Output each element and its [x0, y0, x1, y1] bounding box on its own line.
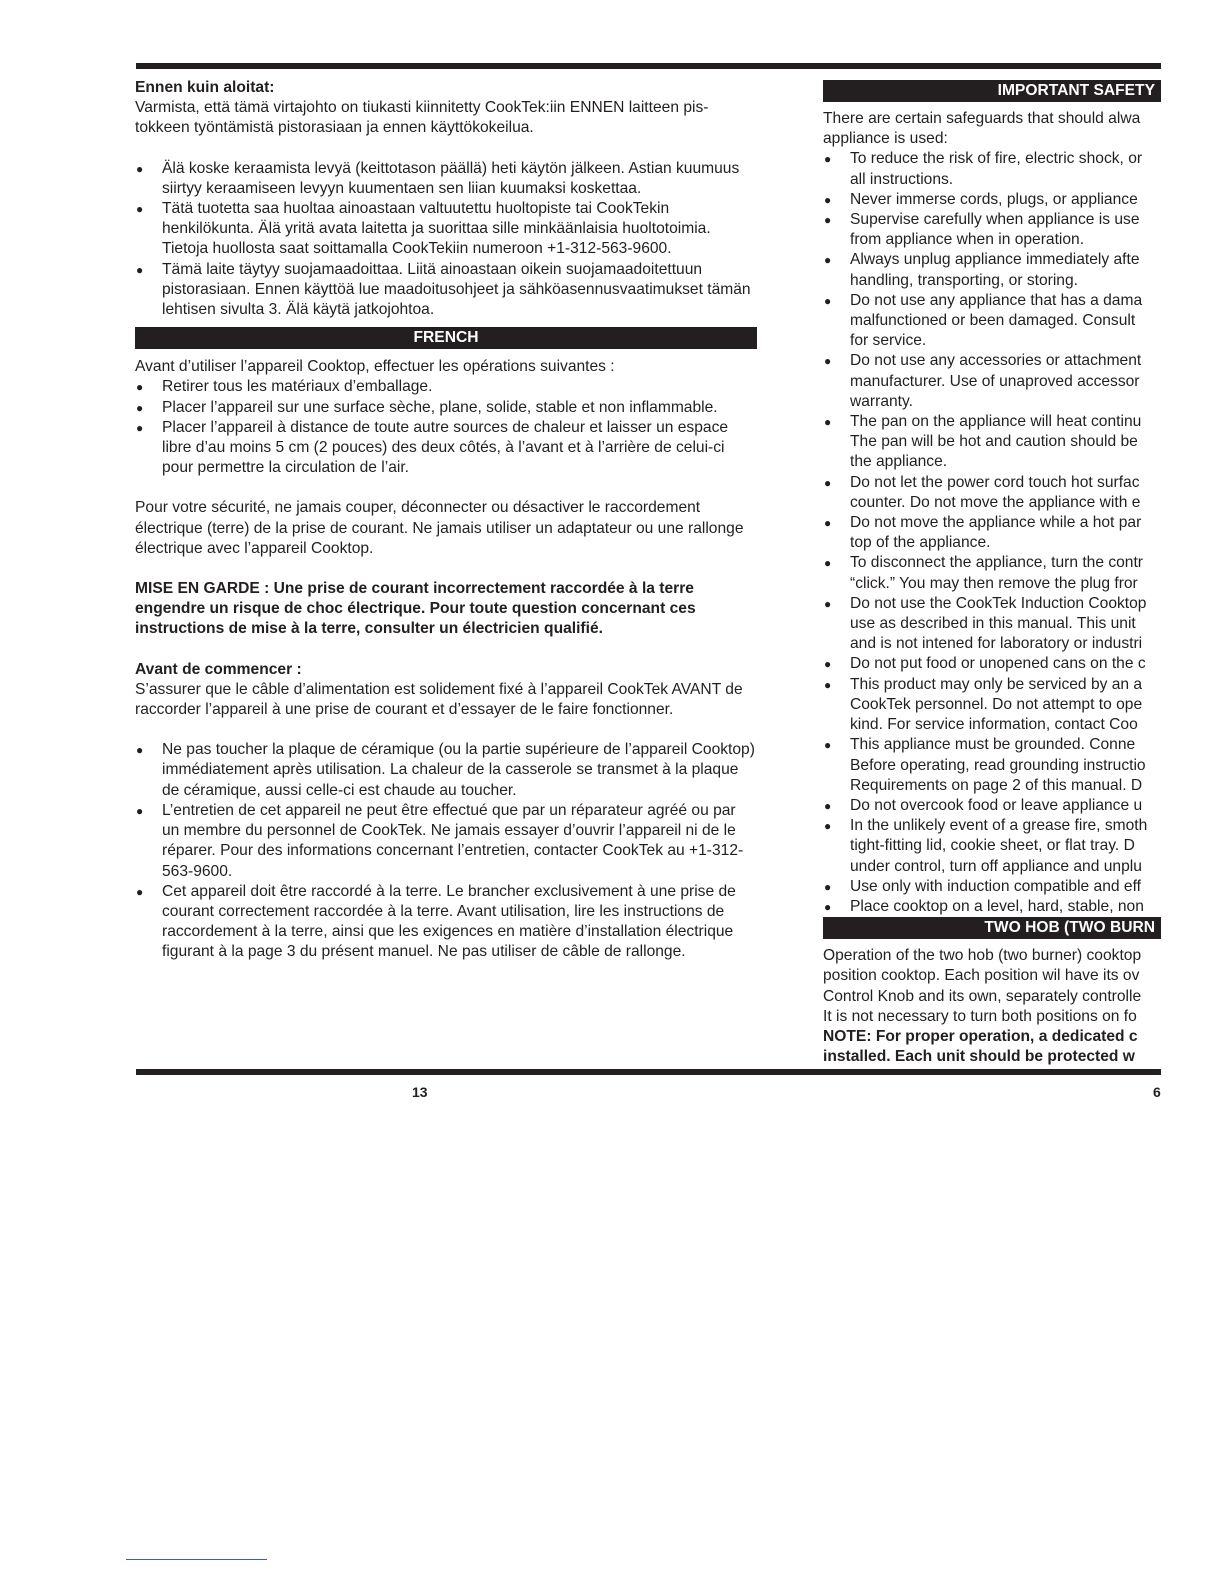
list-item: [823, 675, 1161, 736]
finnish-bullet-list: [135, 159, 757, 321]
french-section-bar: FRENCH: [135, 327, 757, 349]
list-item: ● Ne pas toucher la plaque de céramique (ou la partie supérieure de l’appareil Cooktop) immédiatement après utilisation. La chaleur de la casserole se transmet à la plaque de céramique, aussi celle-ci est chaude au toucher.: [135, 740, 757, 801]
list-item-line: ● In the unlikely event of a grease fire, smoth: [850, 817, 1148, 835]
bottom-rule: [136, 1069, 1161, 1075]
french-bullet-list-1: [135, 377, 757, 478]
list-item-line: ● Place cooktop on a level, hard, stable, non: [850, 897, 1144, 915]
list-item: ● L’entretien de cet appareil ne peut être effectué que par un réparateur agréé ou par un membre du personnel de CookTek. Ne jamais essayer d’ouvrir l’appareil ni de le réparer. Pour des informations concernant l’entretien, contacter CookTek au +1-312-563-9600.: [135, 801, 757, 882]
list-item-line: warranty.: [850, 392, 913, 410]
list-item-line: kind. For service information, contact Coo: [850, 716, 1138, 734]
two-hob-bar: TWO HOB (TWO BURN: [823, 917, 1161, 939]
list-item-line: ● Do not move the appliance while a hot par: [850, 514, 1142, 532]
list-item-line: ● Never immerse cords, plugs, or appliance: [850, 190, 1138, 208]
list-item-line: from appliance when in operation.: [850, 231, 1085, 249]
list-item-line: ● Do not use the CookTek Induction Cooktop: [850, 594, 1147, 612]
list-item-line: ● Do not use any appliance that has a dama: [850, 291, 1143, 309]
list-item: [823, 796, 1161, 816]
note-line: NOTE: For proper operation, a dedicated c: [823, 1027, 1138, 1045]
list-item: [823, 513, 1161, 553]
list-item-line: ● To reduce the risk of fire, electric shock, or: [850, 150, 1143, 168]
list-item: ● Placer l’appareil sur une surface sèche, plane, solide, stable et non inflammable.: [135, 398, 757, 418]
two-hob-line: Control Knob and its own, separately controlle: [823, 987, 1142, 1005]
list-item: ● Placer l’appareil à distance de toute autre sources de chaleur et laisser un espace libre d’au moins 5 cm (2 pouces) des deux côtés, à l’avant et à l’arrière de celui-ci pour permettre la circulation de l’air.: [135, 418, 757, 479]
list-item: [823, 816, 1161, 877]
list-item: ● Tämä laite täytyy suojamaadoittaa. Liitä ainoastaan oikein suojamaadoitettuun pistorasiaan. Ennen käyttöä lue maadoitusohjeet ja sähköasennusvaatimukset tämän lehtisen sivulta 3. Älä käytä jatkojohtoa.: [135, 260, 757, 321]
list-item-line: ● Supervise carefully when appliance is use: [850, 211, 1140, 229]
list-item-line: ● The pan on the appliance will heat continu: [850, 413, 1142, 431]
top-rule: [136, 63, 1161, 69]
safety-bullet-list: [823, 149, 1161, 917]
list-item: ● Retirer tous les matériaux d’emballage.: [135, 377, 757, 397]
list-item: [823, 190, 1161, 210]
list-item-line: ● Use only with induction compatible and eff: [850, 877, 1141, 895]
list-item-line: ● This appliance must be grounded. Conne: [850, 736, 1136, 754]
list-item-line: and is not intened for laboratory or industri: [850, 635, 1143, 653]
list-item-line: ● Do not put food or unopened cans on the c: [850, 655, 1146, 673]
list-item: [823, 149, 1161, 189]
list-item-line: handling, transporting, or storing.: [850, 271, 1078, 289]
two-hob-line: position cooktop. Each position wil have its ov: [823, 967, 1140, 985]
right-column: [823, 80, 1161, 1067]
list-item: [823, 877, 1161, 897]
list-item: ● Cet appareil doit être raccordé à la terre. Le brancher exclusivement à une prise de courant correctement raccordée à la terre. Avant utilisation, lire les instructions de raccordement à la terre, ainsi que les exigences en matière d’installation électrique figurant à la page 3 du présent manuel. Ne pas utiliser de câble de rallonge.: [135, 882, 757, 963]
safety-intro-line: There are certain safeguards that should alwa: [823, 110, 1141, 127]
french-intro: Avant d’utiliser l’appareil Cooktop, effectuer les opérations suivantes :: [135, 358, 615, 376]
list-item-line: Before operating, read grounding instructio: [850, 756, 1146, 774]
french-warning: MISE EN GARDE : Une prise de courant incorrectement raccordée à la terre engendre un risque de choc électrique. Pour toute question concernant ces instructions de mise à la terre, consulter un électricien qualifié.: [135, 580, 696, 638]
list-item-line: tight-fitting lid, cookie sheet, or flat tray. D: [850, 837, 1135, 855]
list-item-line: ● Always unplug appliance immediately afte: [850, 251, 1140, 269]
list-item: ● Älä koske keraamista levyä (keittotason päällä) heti käytön jälkeen. Astian kuumuus siirtyy keraamiseen levyyn kuumentaen sen liian kuumaksi koskettaa.: [135, 159, 757, 199]
list-item: ● Tätä tuotetta saa huoltaa ainoastaan valtuutettu huoltopiste tai CookTekin henkilökunta. Älä yritä avata laitetta ja suorittaa sille minkäänlaisia huoltotoimia. Tietoja huollosta saat soittamalla CookTekiin numeroon +1-312-563-9600.: [135, 199, 757, 260]
list-item-line: top of the appliance.: [850, 534, 991, 552]
footer-link-line: [126, 1559, 267, 1560]
list-item-line: the appliance.: [850, 453, 948, 471]
list-item-line: Requirements on page 2 of this manual. D: [850, 776, 1143, 794]
list-item-line: ● Do not let the power cord touch hot surfac: [850, 473, 1140, 491]
list-item: [823, 735, 1161, 796]
list-item: [823, 897, 1161, 917]
french-before-text: S’assurer que le câble d’alimentation est solidement fixé à l’appareil CookTek AVANT de raccorder l’appareil à une prise de courant et d’essayer de le faire fonctionner.: [135, 680, 743, 719]
note-line: installed. Each unit should be protected w: [823, 1048, 1135, 1066]
french-bullet-list-2: [135, 740, 757, 962]
list-item-line: under control, turn off appliance and unplu: [850, 857, 1142, 875]
left-column: [135, 78, 757, 963]
page-number-left: 13: [412, 1084, 428, 1100]
list-item-line: ● Do not use any accessories or attachment: [850, 352, 1142, 370]
finnish-heading: Ennen kuin aloitat:: [135, 79, 275, 96]
safety-intro-line: appliance is used:: [823, 130, 948, 148]
finnish-intro-line-2: tokkeen työntämistä pistorasiaan ja ennen käyttökokeilua.: [135, 119, 534, 137]
finnish-intro-line-1: Varmista, että tämä virtajohto on tiukasti kiinnitetty CookTek:iin ENNEN laitteen pis-: [135, 99, 709, 117]
important-safety-bar: IMPORTANT SAFETY: [823, 80, 1161, 102]
list-item-line: ● To disconnect the appliance, turn the contr: [850, 554, 1143, 572]
list-item-line: use as described in this manual. This unit: [850, 615, 1136, 633]
page-number-right: 6: [1153, 1084, 1161, 1100]
list-item: [823, 412, 1161, 473]
list-item: [823, 473, 1161, 513]
list-item-line: The pan will be hot and caution should be: [850, 433, 1138, 451]
list-item-line: malfunctioned or been damaged. Consult: [850, 312, 1136, 330]
french-safety-paragraph: Pour votre sécurité, ne jamais couper, déconnecter ou désactiver le raccordement électrique (terre) de la prise de courant. Ne jamais utiliser un adaptateur ou une rallonge électrique avec l’appareil Cooktop.: [135, 499, 744, 557]
french-before-heading: Avant de commencer :: [135, 660, 302, 678]
list-item: [823, 351, 1161, 412]
list-item-line: for service.: [850, 332, 927, 350]
list-item-line: counter. Do not move the appliance with e: [850, 493, 1141, 511]
list-item: [823, 291, 1161, 352]
two-hob-line: Operation of the two hob (two burner) cooktop: [823, 947, 1142, 965]
list-item: [823, 250, 1161, 290]
list-item: [823, 210, 1161, 250]
list-item: [823, 553, 1161, 593]
list-item-line: all instructions.: [850, 170, 954, 188]
list-item-line: CookTek personnel. Do not attempt to ope: [850, 695, 1143, 713]
two-hob-line: It is not necessary to turn both positions on fo: [823, 1007, 1137, 1025]
list-item-line: ● This product may only be serviced by an a: [850, 675, 1143, 693]
list-item-line: manufacturer. Use of unaproved accessor: [850, 372, 1140, 390]
list-item-line: ● Do not overcook food or leave appliance u: [850, 796, 1143, 814]
list-item: [823, 654, 1161, 674]
list-item-line: “click.” You may then remove the plug fror: [850, 574, 1138, 592]
list-item: [823, 594, 1161, 655]
